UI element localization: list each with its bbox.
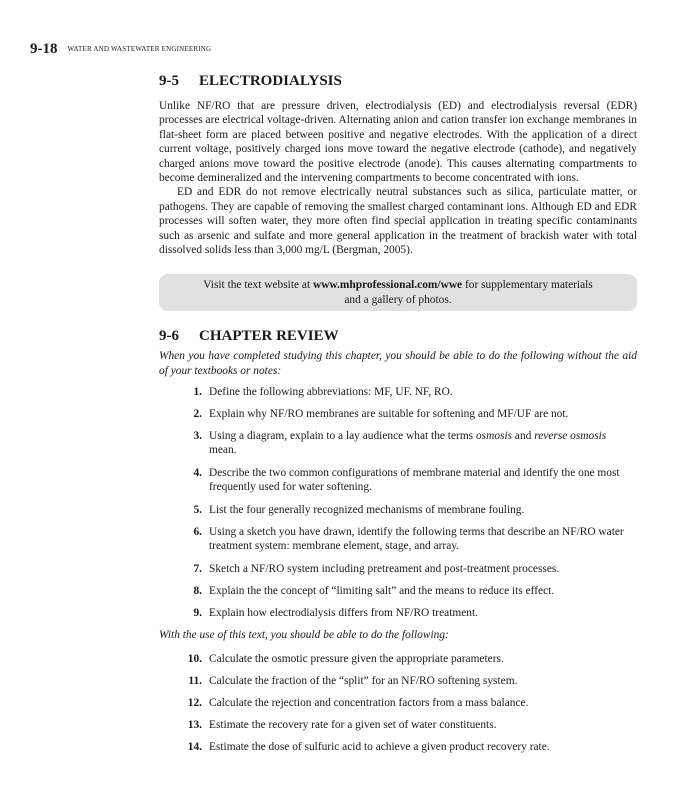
section-heading-electrodialysis (159, 72, 637, 90)
objectives-list-memory (159, 385, 637, 620)
item-text: List the four generally recognized mechanisms of membrane fouling. (209, 504, 525, 517)
list-item (159, 503, 637, 517)
item-text: Explain why NF/RO membranes are suitable for softening and MF/UF are not. (209, 408, 569, 421)
term-reverse-osmosis: reverse osmosis (534, 430, 607, 443)
list-item (159, 525, 637, 553)
item-number: 6. (193, 526, 202, 539)
callout-text: for supplementary materials (462, 279, 593, 292)
item-number: 7. (193, 563, 202, 576)
item-text: Estimate the dose of sulfuric acid to achieve a given product recovery rate. (209, 740, 550, 753)
website-link[interactable]: www.mhprofessional.com/wwe (312, 279, 463, 292)
list-item (159, 696, 637, 710)
section-title: CHAPTER REVIEW (199, 328, 339, 345)
section-heading-chapter-review (159, 327, 637, 345)
paragraph: ED and EDR do not remove electrically neutral substances such as silica, particulate matter, or pathogens. They are capable of removing the smallest charged contaminant ions. Although ED and EDR processes will soften water, they more often find special application in treating specific contaminants such as arsenic and sulfate and more general application in the treatment of brackish water with total dissolved solids less than 3,000 mg/L (Bergman, 2005). (159, 186, 637, 257)
callout-line-2: and a gallery of photos. (344, 293, 452, 306)
list-item (159, 606, 637, 620)
section-title: ELECTRODIALYSIS (199, 73, 342, 89)
callout-text: Visit the text website at (203, 279, 313, 292)
list-item (159, 740, 637, 754)
item-number: 3. (193, 430, 202, 443)
item-number: 5. (193, 504, 202, 517)
page-content (159, 72, 637, 754)
term-osmosis: osmosis (475, 430, 513, 443)
callout-line-1 (171, 278, 625, 293)
item-text: Describe the two common configurations of membrane material and identify the one most frequently used for water softening. (209, 467, 620, 494)
list-item (159, 385, 637, 399)
item-text: Calculate the rejection and concentration factors from a mass balance. (209, 696, 529, 709)
item-text: Calculate the fraction of the “split” for an NF/RO softening system. (209, 674, 518, 687)
page-number: 9-18 (30, 41, 58, 57)
review-intro: When you have completed studying this chapter, you should be able to do the following without the aid of your textbooks or notes: (159, 350, 637, 377)
item-number: 4. (193, 467, 202, 480)
item-number: 9. (193, 607, 202, 620)
list-item (159, 652, 637, 666)
list-item (159, 674, 637, 688)
item-number: 12. (187, 696, 202, 709)
item-text: Explain the the concept of “limiting salt” and the means to reduce its effect. (209, 585, 555, 598)
item-number: 2. (193, 408, 202, 421)
objectives-list-calculations (159, 652, 637, 754)
item-text: Calculate the osmotic pressure given the appropriate parameters. (209, 652, 504, 665)
item-number: 8. (193, 585, 202, 598)
item-text: Sketch a NF/RO system including pretreament and post-treatment processes. (209, 563, 560, 576)
running-title: WATER AND WASTEWATER ENGINEERING (67, 45, 212, 53)
item-number: 14. (187, 740, 202, 753)
list-item (159, 466, 637, 494)
list-item (159, 562, 637, 576)
item-number: 1. (193, 386, 202, 399)
section-number: 9-6 (159, 328, 179, 345)
list-item (159, 718, 637, 732)
review-intro-2: With the use of this text, you should be able to do the following: (159, 629, 449, 642)
item-text: Define the following abbreviations: MF, UF. NF, RO. (209, 386, 453, 399)
item-number: 10. (187, 652, 202, 665)
website-callout (159, 274, 637, 311)
item-text: Estimate the recovery rate for a given set of water constituents. (209, 718, 497, 731)
section-number: 9-5 (159, 73, 179, 89)
list-item (159, 584, 637, 598)
item-number: 13. (187, 718, 202, 731)
item-text: Explain how electrodialysis differs from NF/RO treatment. (209, 607, 478, 620)
item-text: Using a sketch you have drawn, identify the following terms that describe an NF/RO water treatment system: membrane element, stage, and array. (209, 526, 624, 553)
list-item (159, 407, 637, 421)
item-number: 11. (188, 674, 202, 687)
running-head (30, 40, 211, 58)
list-item (159, 429, 637, 457)
paragraph: Unlike NF/RO that are pressure driven, electrodialysis (ED) and electrodialysis reversal (EDR) processes are electrical voltage-driven. Alternating anion and cation transfer ion exchange membranes in flat-sheet form are placed between positive and negative electrodes. With the application of a direct current voltage, positively charged ions move toward the negative electrode (cathode), and negatively charged anions move toward the positive electrode (anode). This causes alternating compartments to become demineralized and the intervening compartments to become concentrated with ions. (159, 100, 637, 185)
item-text: Using a diagram, explain to a lay audience what the terms osmosis and reverse osmosis mean. (209, 430, 607, 457)
